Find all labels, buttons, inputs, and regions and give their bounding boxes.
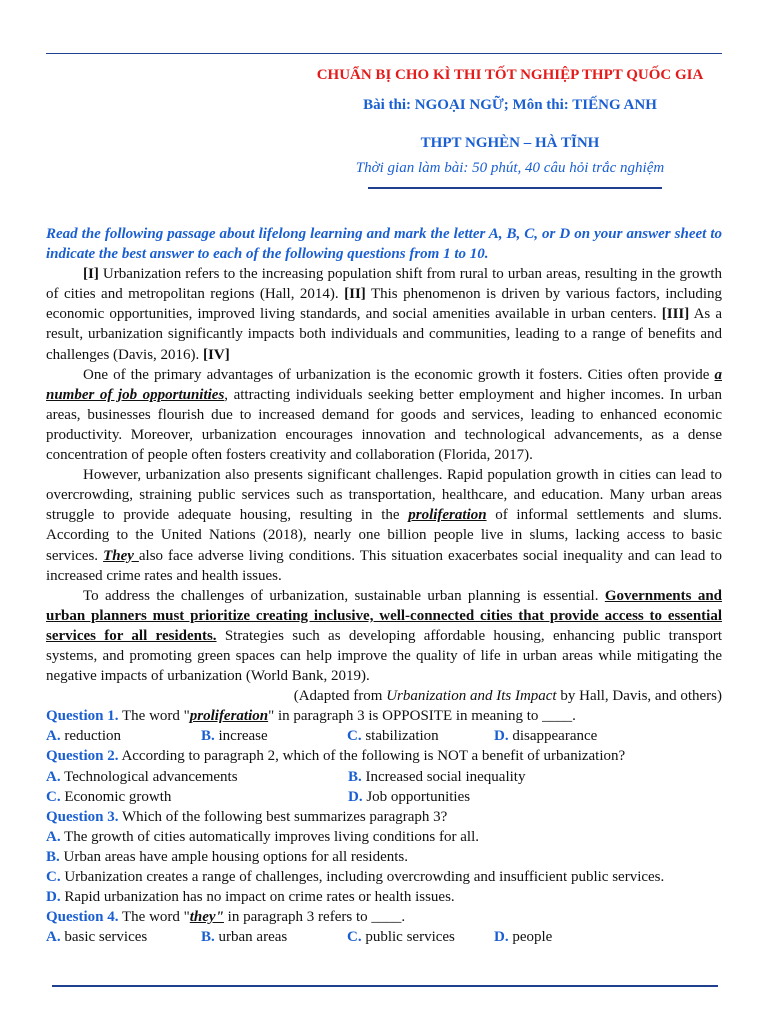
question-keyword: proliferation (189, 708, 269, 725)
paragraph-text: of informal settlements and slums. According to the United Nations (2018), nearly one billion people live in slums, lacking access to basic services. (46, 507, 722, 564)
question-text: According to paragraph 2, which of the following is NOT a benefit of urbanization? (118, 748, 626, 765)
paragraph-text: To address the challenges of urbanization, sustainable urban planning is essential. (83, 587, 605, 604)
question-keyword: they" (189, 909, 224, 926)
option-text: people (508, 929, 553, 946)
option-letter: A. (46, 728, 61, 745)
option-text: disappearance (508, 728, 598, 745)
option-b[interactable] (201, 726, 347, 746)
option-letter: A. (46, 768, 61, 785)
paragraph-text: Urbanization refers to the increasing population shift from rural to urban areas, resulting in the growth of cities and metropolitan regions (Hall, 2014). (46, 266, 722, 303)
position-marker-1: [I] (83, 266, 99, 283)
option-text: Rapid urbanization has no impact on crime rates or health issues. (60, 889, 455, 906)
source-suffix: by Hall, Davis, and others) (556, 688, 722, 705)
option-letter: D. (348, 788, 363, 805)
option-c[interactable] (46, 787, 348, 807)
exam-series-title: CHUẨN BỊ CHO KÌ THI TỐT NGHIỆP THPT QUỐC GIA (316, 67, 704, 83)
header-underline (368, 187, 662, 189)
question-4-options (46, 927, 722, 947)
footer-rule (52, 985, 718, 987)
underlined-sentence: Governments and urban planners must prioritize creating inclusive, well-connected cities that provide access to essential services for all residents. (46, 587, 722, 644)
question-text: The word " (118, 909, 190, 926)
option-letter: A. (46, 828, 61, 845)
passage-paragraph-4 (46, 586, 722, 686)
option-d[interactable] (348, 787, 470, 807)
option-text: Urbanization creates a range of challenges, including overcrowding and insufficient public services. (60, 869, 665, 885)
question-text: Which of the following best summarizes paragraph 3? (118, 808, 448, 825)
question-2-options-row-1 (46, 767, 722, 787)
option-text: reduction (60, 728, 121, 745)
question-label: Question 3. (46, 808, 119, 825)
school-name: THPT NGHÈN – HÀ TĨNH (420, 135, 600, 151)
question-2-options-row-2 (46, 787, 722, 807)
option-letter: C. (347, 929, 362, 946)
option-b[interactable] (348, 767, 525, 787)
option-c[interactable] (347, 927, 494, 947)
question-2-stem (46, 746, 722, 766)
option-text: increase (214, 728, 268, 745)
passage-paragraph-2 (46, 365, 722, 465)
option-a[interactable] (46, 927, 201, 947)
option-letter: D. (46, 889, 61, 906)
paragraph-text: This phenomenon is driven by various factors, including economic opportunities, improved living standards, and social amenities available in urban centers. (46, 286, 722, 323)
option-text: Economic growth (60, 788, 172, 805)
option-letter: D. (494, 728, 509, 745)
option-d[interactable] (494, 927, 552, 947)
source-prefix: (Adapted from (293, 688, 387, 705)
question-1-options (46, 726, 722, 746)
highlighted-word-proliferation: proliferation (408, 507, 487, 524)
option-c[interactable] (347, 726, 494, 746)
paragraph-text: One of the primary advantages of urbanization is the economic growth it fosters. Cities often provide (83, 366, 715, 383)
option-text: Urban areas have ample housing options for all residents. (59, 848, 409, 865)
document-body (46, 224, 722, 947)
option-letter: B. (201, 728, 215, 745)
question-label: Question 4. (46, 909, 119, 926)
option-a[interactable] (46, 827, 722, 847)
passage-paragraph-1 (46, 264, 722, 364)
option-text: Job opportunities (362, 788, 471, 805)
option-letter: B. (348, 768, 362, 785)
highlighted-word-they: They (103, 547, 139, 564)
exam-subject-line: Bài thi: NGOẠI NGỮ; Môn thi: TIẾNG ANH (363, 97, 657, 113)
paragraph-text: As a result, urbanization significantly impacts both individuals and communities, leading to a range of benefits and challenges (Davis, 2016). (46, 306, 723, 363)
highlighted-phrase: a number of job opportunities (46, 366, 722, 403)
option-text: urban areas (214, 929, 288, 946)
option-c[interactable] (46, 867, 722, 887)
option-d[interactable] (494, 726, 597, 746)
option-text: Increased social inequality (361, 768, 526, 785)
option-b[interactable] (46, 847, 722, 867)
position-marker-4: [IV] (203, 346, 230, 363)
option-text: basic services (60, 929, 148, 946)
question-label: Question 1. (46, 708, 119, 725)
reading-instruction: Read the following passage about lifelong learning and mark the letter A, B, C, or D on your answer sheet to indicate the best answer to each of the following questions from 1 to 10. (46, 226, 722, 263)
passage-source (46, 686, 722, 706)
paragraph-text: also face adverse living conditions. This situation exacerbates social inequality and can lead to increased crime rates and health issues. (46, 547, 723, 584)
option-text: stabilization (361, 728, 439, 745)
position-marker-2: [II] (344, 286, 366, 303)
option-letter: B. (46, 848, 60, 865)
paragraph-text: , attracting individuals seeking better employment and higher incomes. In urban areas, businesses flourish due to increased demand for goods and services, leading to enhanced economic productivity. Moreover, urbanization encourages innovation and technological advancements, as a dense concentration of people often fosters creativity and collaboration (Florida, 2017). (46, 386, 722, 464)
exam-time-note: Thời gian làm bài: 50 phút, 40 câu hỏi trắc nghiệm (355, 160, 665, 176)
question-1-stem (46, 706, 722, 726)
option-text: public services (361, 929, 455, 946)
option-a[interactable] (46, 726, 201, 746)
option-letter: D. (494, 929, 509, 946)
option-d[interactable] (46, 887, 722, 907)
option-b[interactable] (201, 927, 347, 947)
question-label: Question 2. (46, 748, 119, 765)
option-letter: C. (46, 869, 61, 885)
option-letter: B. (201, 929, 215, 946)
option-letter: A. (46, 929, 61, 946)
position-marker-3: [III] (661, 306, 690, 323)
question-4-stem (46, 907, 722, 927)
option-text: The growth of cities automatically improves living conditions for all. (60, 828, 479, 845)
paragraph-text: However, urbanization also presents significant challenges. Rapid population growth in cities can lead to overcrowding, straining public services such as transportation, healthcare, and education. Many urban areas struggle to provide adequate housing, resulting in the (46, 467, 722, 524)
question-3-stem (46, 807, 722, 827)
option-letter: C. (347, 728, 362, 745)
passage-paragraph-3 (46, 465, 722, 586)
question-text: " in paragraph 3 is OPPOSITE in meaning to ____. (268, 708, 576, 725)
question-text: in paragraph 3 refers to ____. (223, 909, 406, 926)
header-top-rule (46, 53, 722, 54)
option-letter: C. (46, 788, 61, 805)
question-text: The word " (118, 708, 190, 725)
paragraph-text: Strategies such as developing affordable housing, enhancing public transport systems, and promoting green spaces can help improve the quality of life in urban areas while mitigating the negative impacts of urbanization (World Bank, 2019). (46, 627, 722, 685)
option-a[interactable] (46, 767, 348, 787)
source-title: Urbanization and Its Impact (386, 688, 557, 705)
option-text: Technological advancements (60, 768, 238, 785)
